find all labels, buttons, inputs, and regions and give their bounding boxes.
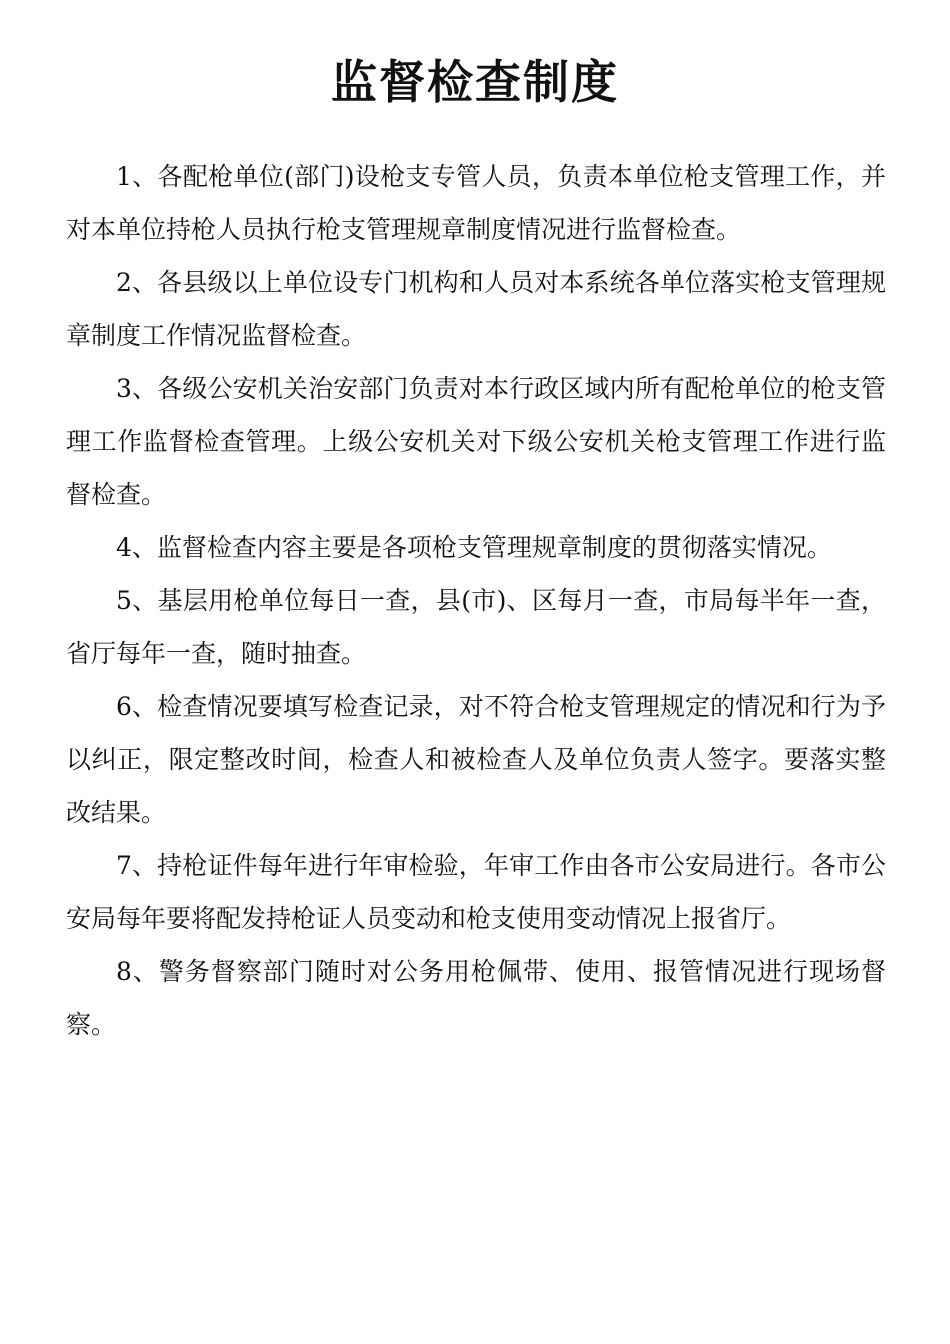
clause-2: 2、各县级以上单位设专门机构和人员对本系统各单位落实枪支管理规章制度工作情况监督检查。 xyxy=(66,268,886,350)
clause-5: 5、基层用枪单位每日一查，县(市)、区每月一查，市局每半年一查，省厅每年一查，随时抽查。 xyxy=(66,586,886,668)
clause-6: 6、检查情况要填写检查记录，对不符合枪支管理规定的情况和行为予以纠正，限定整改时间，检查人和被检查人及单位负责人签字。要落实整改结果。 xyxy=(66,692,886,827)
document-body xyxy=(66,150,886,1051)
clause-7: 7、持枪证件每年进行年审检验，年审工作由各市公安局进行。各市公安局每年要将配发持枪证人员变动和枪支使用变动情况上报省厅。 xyxy=(66,851,886,933)
clause-4: 4、监督检查内容主要是各项枪支管理规章制度的贯彻落实情况。 xyxy=(116,533,832,562)
clause-3: 3、各级公安机关治安部门负责对本行政区域内所有配枪单位的枪支管理工作监督检查管理。上级公安机关对下级公安机关枪支管理工作进行监督检查。 xyxy=(66,374,886,509)
clause-1: 1、各配枪单位(部门)设枪支专管人员，负责本单位枪支管理工作，并对本单位持枪人员执行枪支管理规章制度情况进行监督检查。 xyxy=(66,162,886,244)
clause-8: 8、警务督察部门随时对公务用枪佩带、使用、报管情况进行现场督察。 xyxy=(66,957,886,1039)
document-title: 监督检查制度 xyxy=(331,55,619,109)
